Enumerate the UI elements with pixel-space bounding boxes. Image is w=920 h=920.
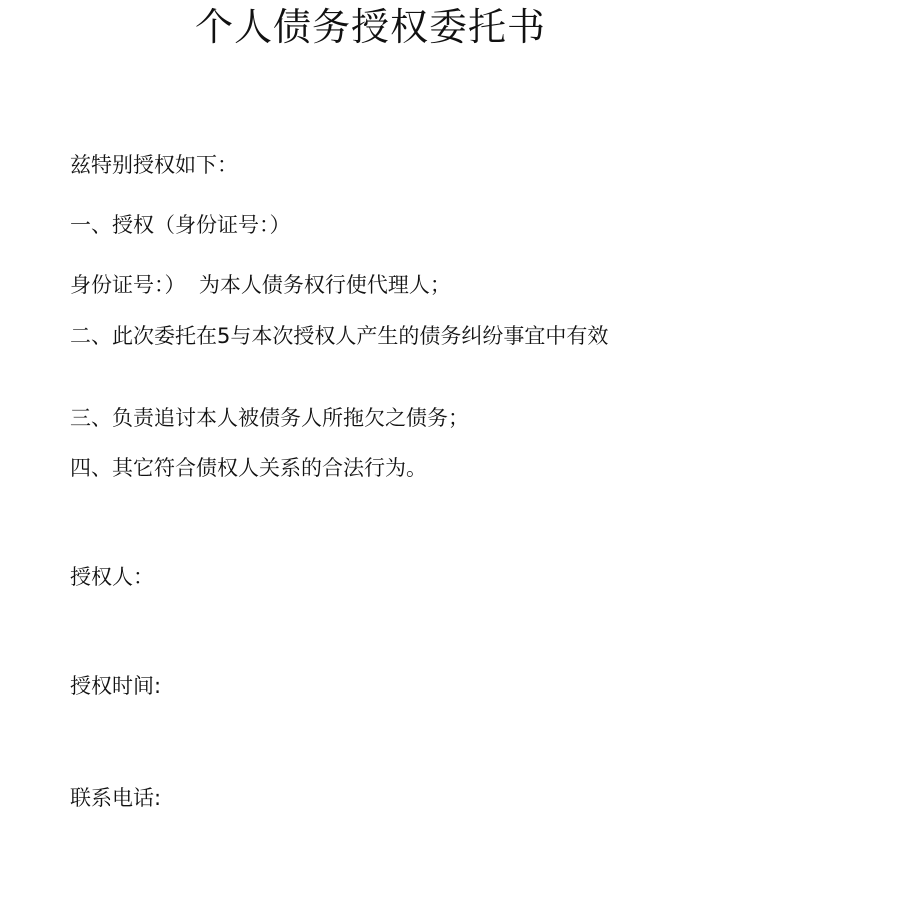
grantor-label: 授权人： xyxy=(70,565,154,589)
clause-3: 三、负责追讨本人被债务人所拖欠之债务； xyxy=(70,406,469,430)
clause-2: 二、此次委托在5与本次授权人产生的债务纠纷事宜中有效 xyxy=(70,324,609,348)
intro-text: 兹特别授权如下： xyxy=(70,153,238,177)
clause-1-line-2: 身份证号：） 为本人债务权行使代理人； xyxy=(70,273,451,297)
document-title: 个人债务授权委托书 xyxy=(195,5,547,49)
clause-1-line-1: 一、授权（身份证号：） xyxy=(70,213,291,237)
authorization-date-label: 授权时间: xyxy=(70,674,162,698)
clause-4: 四、其它符合债权人关系的合法行为。 xyxy=(70,456,427,480)
contact-phone-label: 联系电话: xyxy=(70,786,162,810)
